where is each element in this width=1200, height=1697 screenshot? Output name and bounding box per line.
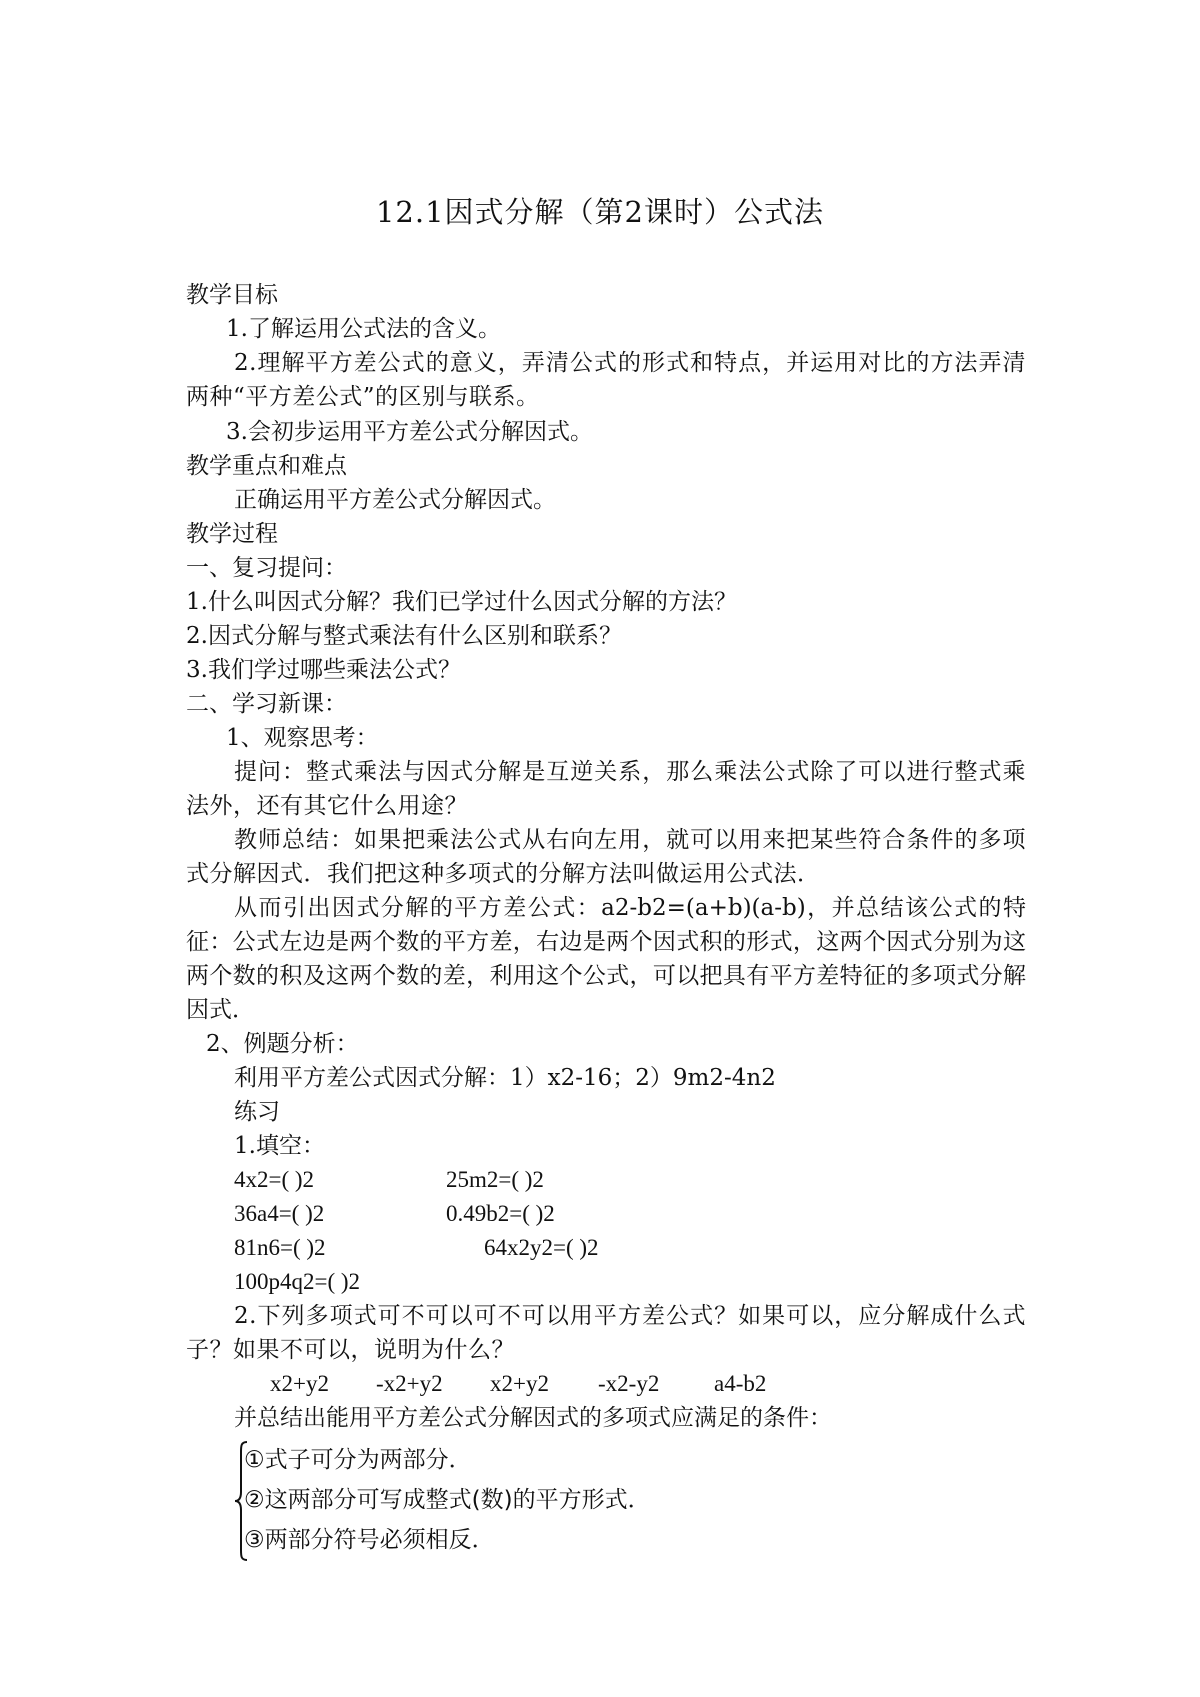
page-title: 12.1因式分解（第2课时）公式法 — [375, 195, 825, 229]
condition-item-2: ②这两部分可写成整式(数)的平方形式． — [244, 1487, 651, 1513]
fill-item: 4x2=( )2 — [234, 1167, 315, 1192]
goal-item-2: 2.理解平方差公式的意义，弄清公式的形式和特点，并运用对比的方法弄清两种“平方差公式”的区别与联系。 — [186, 350, 1026, 410]
fill-heading: 1.填空： — [234, 1133, 325, 1159]
polynomial-item: a4-b2 — [714, 1371, 767, 1396]
conclude-text: 并总结出能用平方差公式分解因式的多项式应满足的条件： — [234, 1405, 832, 1431]
fill-item: 0.49b2=( )2 — [446, 1201, 555, 1226]
condition-item-1: ①式子可分为两部分． — [244, 1447, 472, 1473]
key-points-text: 正确运用平方差公式分解因式。 — [234, 487, 556, 513]
question-paragraph: 提问：整式乘法与因式分解是互逆关系，那么乘法公式除了可以进行整式乘法外，还有其它什么用途？ — [186, 759, 1026, 819]
question-2-paragraph: 2.下列多项式可不可以可不可以用平方差公式？如果可以，应分解成什么式子？如果不可以，说明为什么？ — [186, 1303, 1026, 1363]
new-lesson-heading: 二、学习新课： — [186, 691, 347, 717]
example-heading: 2、例题分析： — [206, 1031, 359, 1057]
practice-heading: 练习 — [234, 1099, 280, 1125]
review-question-1: 1.什么叫因式分解？我们已学过什么因式分解的方法？ — [186, 589, 737, 615]
fill-item: 36a4=( )2 — [234, 1201, 325, 1226]
summary-paragraph: 教师总结：如果把乘法公式从右向左用，就可以用来把某些符合条件的多项式分解因式．我们把这种多项式的分解方法叫做运用公式法． — [186, 827, 1026, 887]
review-heading: 一、复习提问： — [186, 555, 347, 581]
polynomial-item: -x2+y2 — [376, 1371, 443, 1396]
example-text: 利用平方差公式因式分解：1）x2-16；2）9m2-4n2 — [234, 1065, 776, 1091]
polynomial-item: x2+y2 — [270, 1371, 329, 1396]
goals-heading: 教学目标 — [186, 282, 278, 308]
key-points-heading: 教学重点和难点 — [186, 453, 347, 479]
fill-item: 25m2=( )2 — [446, 1167, 544, 1192]
polynomial-item: x2+y2 — [490, 1371, 549, 1396]
review-question-3: 3.我们学过哪些乘法公式？ — [186, 657, 461, 683]
fill-item: 64x2y2=( )2 — [484, 1235, 599, 1260]
goal-item-3: 3.会初步运用平方差公式分解因式。 — [226, 419, 593, 445]
derive-paragraph: 从而引出因式分解的平方差公式：a2-b2=(a+b)(a-b)，并总结该公式的特征：公式左边是两个数的平方差，右边是两个因式积的形式，这两个因式分别为这两个数的积及这两个数的差，利用这个公式，可以把具有平方差特征的多项式分解因式． — [186, 895, 1026, 1023]
fill-item: 81n6=( )2 — [234, 1235, 326, 1260]
condition-item-3: ③两部分符号必须相反． — [244, 1527, 495, 1553]
observe-heading: 1、观察思考： — [226, 725, 379, 751]
process-heading: 教学过程 — [186, 521, 278, 547]
polynomial-item: -x2-y2 — [598, 1371, 660, 1396]
review-question-2: 2.因式分解与整式乘法有什么区别和联系？ — [186, 623, 622, 649]
fill-item: 100p4q2=( )2 — [234, 1269, 361, 1294]
goal-item-1: 1.了解运用公式法的含义。 — [226, 316, 501, 342]
